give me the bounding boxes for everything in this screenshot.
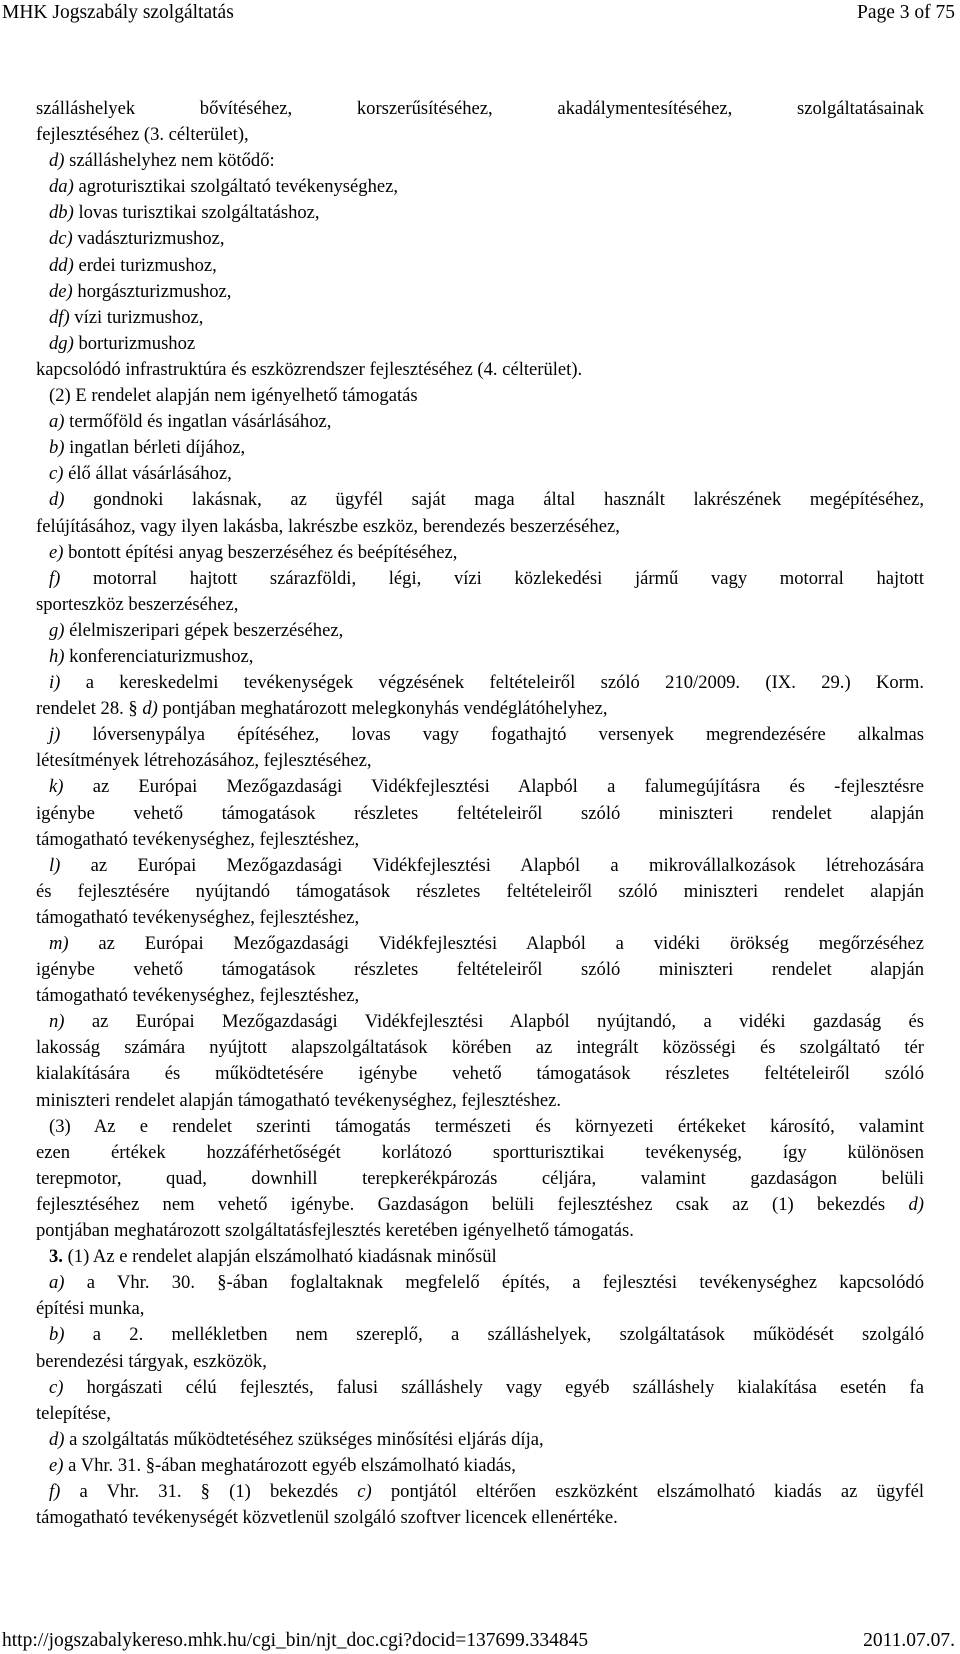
text-line — [36, 461, 924, 487]
item-marker: b) — [49, 437, 65, 459]
line-text: ingatlan bérleti díjához, — [64, 437, 246, 459]
item-marker: l) — [49, 854, 61, 876]
line-text: (3) Az e rendelet szerinti támogatás természeti és környezeti értékeket károsító, valamint — [49, 1115, 924, 1137]
line-text: bontott építési anyag beszerzéséhez és beépítéséhez, — [63, 541, 458, 563]
item-marker: db) — [49, 202, 74, 224]
text-line — [36, 1218, 924, 1244]
line-text: ezen értékek hozzáférhetőségét korlátozó sportturisztikai tevékenység, így különösen — [36, 1141, 924, 1163]
line-text: fejlesztéséhez (3. célterület), — [36, 124, 249, 146]
text-line — [36, 1401, 924, 1427]
item-marker: i) — [49, 672, 61, 694]
text-line — [36, 1349, 924, 1375]
text-line — [36, 1270, 924, 1296]
text-line — [36, 1140, 924, 1166]
header-page-number: Page 3 of 75 — [856, 2, 955, 23]
line-text: és fejlesztésére nyújtandó támogatások részletes feltételeiről szóló miniszteri rendelet alapján — [36, 880, 924, 902]
line-text: (2) E rendelet alapján nem igényelhető támogatás — [49, 385, 418, 407]
line-text: horgászati célú fejlesztés, falusi szálláshely vagy egyéb szálláshely kialakítása esetén fa — [63, 1376, 924, 1398]
line-text: erdei turizmushoz, — [73, 254, 217, 276]
item-marker: c) — [49, 463, 64, 485]
item-marker: d) — [908, 1193, 924, 1215]
line-text: vadászturizmushoz, — [72, 228, 225, 250]
line-text: élő állat vásárlásához, — [63, 463, 232, 485]
line-text: támogatható tevékenységét közvetlenül szolgáló szoftver licencek ellenértéke. — [36, 1507, 618, 1529]
text-line — [36, 774, 924, 800]
text-line — [36, 1166, 924, 1192]
line-text: telepítése, — [36, 1402, 111, 1424]
line-text: a szolgáltatás működtetéséhez szükséges minősítési eljárás díja, — [64, 1428, 544, 1450]
text-line — [36, 879, 924, 905]
text-line — [36, 644, 924, 670]
text-line — [36, 1088, 924, 1114]
text-line — [36, 96, 924, 122]
line-text: szálláshelyek bővítéséhez, korszerűsítéséhez, akadálymentesítéséhez, szolgáltatásainak — [36, 98, 924, 119]
text-line — [36, 618, 924, 644]
line-text: terepmotor, quad, downhill terepkerékpározás céljára, valamint gazdaságon belüli — [36, 1167, 924, 1189]
line-text: lovas turisztikai szolgáltatáshoz, — [73, 202, 320, 224]
line-text: a 2. mellékletben nem szereplő, a szálláshelyek, szolgáltatások működését szolgáló — [64, 1324, 924, 1346]
text-line — [36, 305, 924, 331]
text-line — [36, 1296, 924, 1322]
item-marker: dc) — [49, 228, 73, 250]
text-line — [36, 435, 924, 461]
item-marker: k) — [49, 776, 64, 798]
item-marker: da) — [49, 176, 74, 198]
text-line — [36, 1035, 924, 1061]
text-line — [36, 148, 924, 174]
text-line — [36, 514, 924, 540]
item-marker: de) — [49, 280, 73, 302]
line-text: lakosság számára nyújtott alapszolgáltatások körében az integrált közösségi és szolgáltató tér — [36, 1037, 924, 1059]
text-line — [36, 1009, 924, 1035]
text-line — [36, 1192, 924, 1218]
line-text: élelmiszeripari gépek beszerzéséhez, — [64, 619, 344, 641]
item-marker: n) — [49, 1011, 65, 1033]
item-marker: a) — [49, 411, 65, 433]
item-marker: dg) — [49, 332, 74, 354]
line-text: konferenciaturizmushoz, — [64, 645, 254, 667]
text-line — [36, 592, 924, 618]
footer-url: http://jogszabalykereso.mhk.hu/cgi_bin/njt_doc.cgi?docid=137699.334845 — [2, 1630, 589, 1651]
text-line — [36, 827, 924, 853]
text-line — [36, 1427, 924, 1453]
item-marker: f) — [49, 1480, 61, 1502]
line-text: igénybe vehető támogatások részletes feltételeiről szóló miniszteri rendelet alapján — [36, 802, 924, 824]
text-line — [36, 122, 924, 148]
line-text: sporteszköz beszerzéséhez, — [36, 593, 239, 615]
text-line — [36, 383, 924, 409]
item-marker: m) — [49, 933, 69, 954]
text-line — [36, 1244, 924, 1270]
item-marker: a) — [49, 1272, 65, 1294]
item-marker: df) — [49, 306, 70, 328]
text-line — [36, 905, 924, 931]
text-line — [36, 983, 924, 1009]
text-line — [36, 1453, 924, 1479]
line-text: felújításához, vagy ilyen lakásba, lakrészbe eszköz, berendezés beszerzéséhez, — [36, 515, 620, 537]
text-line — [36, 200, 924, 226]
line-text: motorral hajtott szárazföldi, légi, vízi közlekedési jármű vagy motorral hajtott — [60, 567, 924, 589]
line-text: pontjában meghatározott szolgáltatásfejlesztés keretében igényelhető támogatás. — [36, 1220, 634, 1242]
text-line — [36, 540, 924, 566]
line-text: szálláshelyhez nem kötődő: — [64, 150, 275, 172]
text-line — [36, 1061, 924, 1087]
text-line — [36, 1375, 924, 1401]
line-text: az Európai Mezőgazdasági Vidékfejlesztési Alapból a falumegújításra és -fejlesztésre — [63, 776, 924, 798]
line-text: a Vhr. 30. §-ában foglaltaknak megfelelő építés, a fejlesztési tevékenységhez kapcsolódó — [64, 1272, 924, 1294]
line-text: pontjától eltérően eszközként elszámolható kiadás az ügyfél — [371, 1480, 924, 1502]
line-text: kapcsolódó infrastruktúra és eszközrendszer fejlesztéséhez (4. célterület). — [36, 358, 583, 380]
text-line — [36, 722, 924, 748]
line-text: horgászturizmushoz, — [72, 280, 232, 302]
text-line — [36, 1114, 924, 1140]
item-marker: d) — [49, 150, 65, 172]
line-text: az Európai Mezőgazdasági Vidékfejlesztési Alapból nyújtandó, a vidéki gazdaság és — [64, 1011, 924, 1033]
line-text: gondnoki lakásnak, az ügyfél saját maga által használt lakrészének megépítéséhez, — [64, 489, 924, 511]
text-line — [36, 801, 924, 827]
item-marker: e) — [49, 1454, 64, 1476]
item-marker: c) — [357, 1480, 372, 1502]
text-line — [36, 253, 924, 279]
text-line — [36, 487, 924, 513]
line-text: támogatható tevékenységhez, fejlesztéshez, — [36, 985, 360, 1007]
item-marker: d) — [49, 1428, 65, 1450]
text-line — [36, 174, 924, 200]
text-line — [36, 357, 924, 383]
line-text: támogatható tevékenységhez, fejlesztéshez, — [36, 906, 360, 928]
text-line — [36, 1505, 924, 1531]
text-line — [36, 279, 924, 305]
line-text: vízi turizmushoz, — [69, 306, 204, 328]
item-marker: f) — [49, 567, 61, 589]
line-text: fejlesztéséhez nem vehető igénybe. Gazdaságon belüli fejlesztéshez csak az (1) bekezdés — [36, 1193, 909, 1215]
line-text: lóversenypálya építéséhez, lovas vagy fogathajtó versenyek megrendezésére alkalmas — [60, 724, 924, 746]
line-text: építési munka, — [36, 1298, 145, 1320]
line-text: borturizmushoz — [73, 332, 196, 354]
line-text: létesítmények létrehozásához, fejlesztéséhez, — [36, 750, 372, 772]
line-text: a kereskedelmi tevékenységek végzésének feltételeiről szóló 210/2009. (IX. 29.) Korm. — [60, 672, 924, 694]
line-text: igénybe vehető támogatások részletes feltételeiről szóló miniszteri rendelet alapján — [36, 959, 924, 981]
text-line — [36, 696, 924, 722]
text-line — [36, 853, 924, 879]
text-line — [36, 566, 924, 592]
line-text: berendezési tárgyak, eszközök, — [36, 1350, 267, 1372]
item-marker: d) — [49, 489, 65, 511]
line-text: az Európai Mezőgazdasági Vidékfejlesztési Alapból a vidéki örökség megőrzéséhez — [68, 933, 924, 954]
line-text: támogatható tevékenységhez, fejlesztéshez, — [36, 828, 360, 850]
text-line — [36, 670, 924, 696]
text-line — [36, 931, 924, 957]
footer-date: 2011.07.07. — [863, 1630, 955, 1651]
text-line — [36, 409, 924, 435]
text-line — [36, 748, 924, 774]
text-line — [36, 331, 924, 357]
item-marker: dd) — [49, 254, 74, 276]
text-line — [36, 226, 924, 252]
document-body — [36, 96, 924, 1531]
text-line — [36, 1322, 924, 1348]
text-line — [36, 957, 924, 983]
item-marker: j) — [49, 724, 61, 746]
line-text: agroturisztikai szolgáltató tevékenységhez, — [73, 176, 399, 198]
section-number: 3. — [49, 1246, 63, 1268]
line-text: (1) Az e rendelet alapján elszámolható kiadásnak minősül — [62, 1246, 497, 1268]
item-marker: g) — [49, 619, 65, 641]
line-text: rendelet 28. § — [36, 698, 143, 720]
item-marker: d) — [142, 698, 158, 720]
line-text: a Vhr. 31. § (1) bekezdés — [60, 1480, 358, 1502]
line-text: kialakítására és működtetésére igénybe vehető támogatások részletes feltételeiről szóló — [36, 1063, 924, 1085]
text-line — [36, 1479, 924, 1505]
item-marker: e) — [49, 541, 64, 563]
item-marker: c) — [49, 1376, 64, 1398]
header-title: MHK Jogszabály szolgáltatás — [2, 2, 234, 23]
line-text: termőföld és ingatlan vásárlásához, — [64, 411, 332, 433]
line-text: az Európai Mezőgazdasági Vidékfejlesztési Alapból a mikrovállalkozások létrehozására — [60, 854, 924, 876]
line-text: miniszteri rendelet alapján támogatható tevékenységhez, fejlesztéshez. — [36, 1089, 562, 1111]
page-header — [0, 0, 960, 30]
line-text: pontjában meghatározott melegkonyhás vendéglátóhelyhez, — [157, 698, 608, 720]
line-text: a Vhr. 31. §-ában meghatározott egyéb elszámolható kiadás, — [63, 1454, 516, 1476]
item-marker: h) — [49, 645, 65, 667]
item-marker: b) — [49, 1324, 65, 1346]
page-footer — [0, 1628, 960, 1654]
